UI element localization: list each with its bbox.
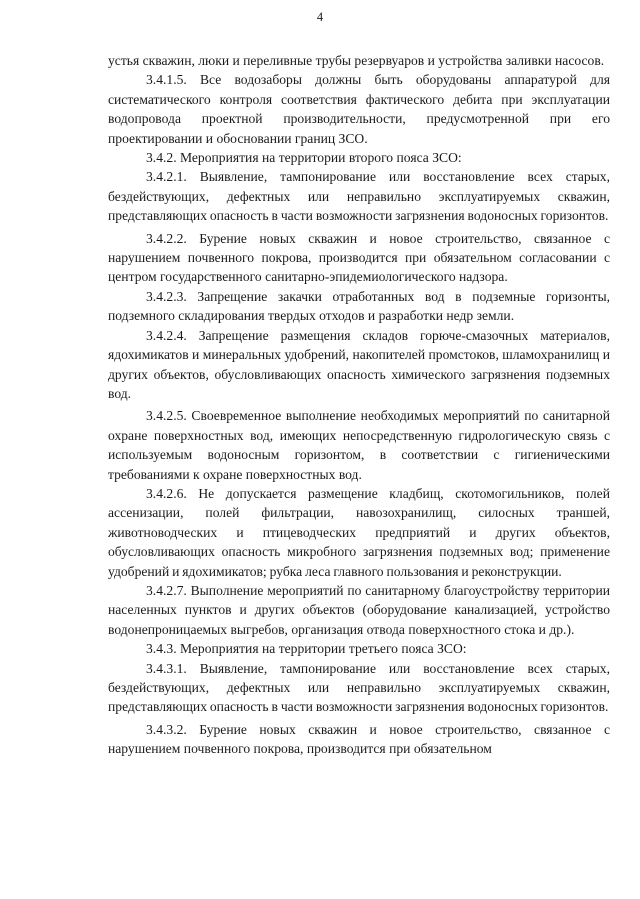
paragraph-3-4-2-2: 3.4.2.2. Бурение новых скважин и новое строительство, связанное с нарушением почвенного покрова, производится при обязательном согласовании с центром государственного санитарно-эпидемиологического надзора. xyxy=(108,230,610,285)
paragraph-3-4-2-3: 3.4.2.3. Запрещение закачки отработанных вод в подземные горизонты, подземного складирования твердых отходов и разработки недр земли. xyxy=(108,288,610,324)
paragraph-3-4-2-1: 3.4.2.1. Выявление, тампонирование или восстановление всех старых, бездействующих, дефектных или неправильно эксплуатируемых скважин, представляющих опасность в части возможности загрязнения водоносных горизонтов. xyxy=(108,169,610,224)
page-number: 4 xyxy=(316,10,324,24)
paragraph-3-4-2-7: 3.4.2.7. Выполнение мероприятий по санитарному благоустройству территории населенных пунктов и других объектов (оборудование канализацией, устройство водонепроницаемых выгребов, организация отвода поверхностного стока и др.). xyxy=(108,582,610,637)
paragraph-3-4-2-5: 3.4.2.5. Своевременное выполнение необходимых мероприятий по санитарной охране поверхностных вод, имеющих непосредственную гидрологическую связь с используемым водоносным горизонтом, в соответствии с гигиеническими требованиями к охране поверхностных вод. xyxy=(108,408,610,482)
section-heading-3-4-3: 3.4.3. Мероприятия на территории третьего пояса ЗСО: xyxy=(146,641,467,657)
paragraph-3-4-2-6: 3.4.2.6. Не допускается размещение кладбищ, скотомогильников, полей ассенизации, полей фильтрации, навозохранилищ, силосных траншей, животноводческих и птицеводческих предприятий и других объектов, обусловливающих опасность микробного загрязнения подземных вод; применение удобрений и ядохимикатов; рубка леса главного пользования и реконструкции. xyxy=(108,485,610,579)
document-body xyxy=(108,51,610,759)
paragraph-3-4-1-5: 3.4.1.5. Все водозаборы должны быть оборудованы аппаратурой для систематического контроля соответствия фактического дебита при эксплуатации водопровода проектной производительности, предусмотренной при его проектировании и обосновании границ ЗСО. xyxy=(108,72,610,146)
paragraph-3-4-2-4: 3.4.2.4. Запрещение размещения складов горюче-смазочных материалов, ядохимикатов и минеральных удобрений, накопителей промстоков, шламохранилищ и других объектов, обусловливающих опасность химического загрязнения подземных вод. xyxy=(108,327,610,401)
paragraph-continued: устья скважин, люки и переливные трубы резервуаров и устройства заливки насосов. xyxy=(108,53,605,68)
paragraph-3-4-3-1: 3.4.3.1. Выявление, тампонирование или восстановление всех старых, бездействующих, дефектных или неправильно эксплуатируемых скважин, представляющих опасность в части возможности загрязнения водоносных горизонтов. xyxy=(108,660,610,715)
section-heading-3-4-2: 3.4.2. Мероприятия на территории второго пояса ЗСО: xyxy=(146,150,462,166)
paragraph-3-4-3-2: 3.4.3.2. Бурение новых скважин и новое строительство, связанное с нарушением почвенного покрова, производится при обязательном xyxy=(108,721,610,757)
